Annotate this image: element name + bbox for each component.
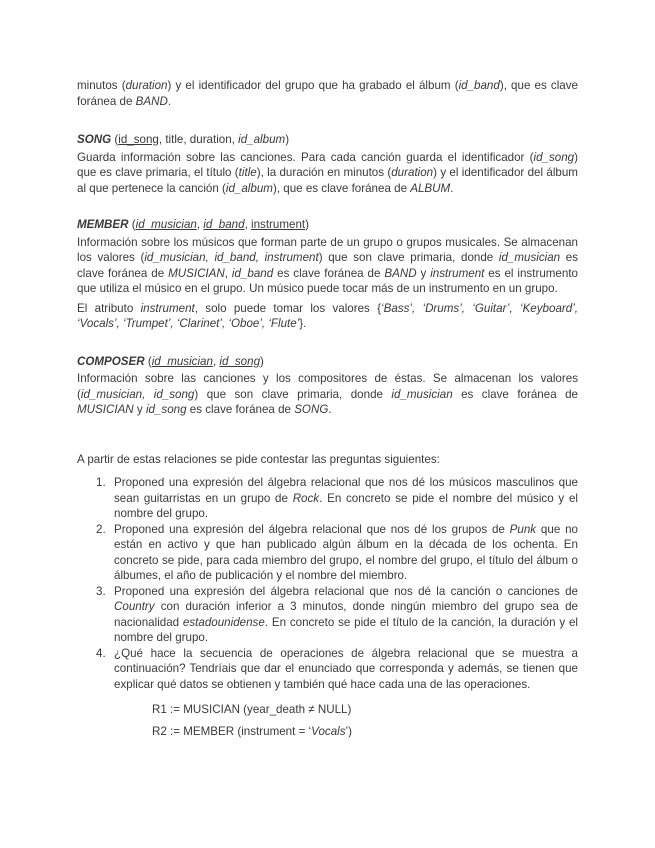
composer-description: Información sobre las canciones y los compositores de éstas. Se almacenan los valores (id_musician, id_song) que son clave primaria, donde id_musician es clave foránea de MUSICIAN y id_song es clave foránea de SONG.	[77, 372, 578, 416]
member-relation-heading: MEMBER (id_musician, id_band, instrument)	[77, 218, 310, 231]
questions-list	[77, 475, 578, 692]
composer-relation-heading: COMPOSER (id_musician, id_song)	[77, 354, 264, 368]
document-page	[77, 78, 578, 746]
song-description: Guarda información sobre las canciones. Para cada canción guarda el identificador (id_song) que es clave primaria, el título (title), la duración en minutos (duration) y el identificador del álbum al que pertenece la canción (id_album), que es clave foránea de ALBUM.	[77, 150, 578, 195]
song-relation-heading: SONG (id_song, title, duration, id_album)	[77, 133, 290, 146]
questions-lead: A partir de estas relaciones se pide contestar las preguntas siguientes:	[77, 452, 440, 466]
question-item: 4. ¿Qué hace la secuencia de operaciones de álgebra relacional que se muestra a continuación? Tendríais que dar el enunciado que corresponda y además, se tienen que explicar qué datos se obtienen y también qué hace cada una de las operaciones.	[96, 646, 578, 691]
question-item: 1. Proponed una expresión del álgebra relacional que nos dé los músicos masculinos que sean guitarristas en un grupo de Rock. En concreto se pide el nombre del músico y el nombre del grupo.	[96, 476, 578, 520]
member-description: Información sobre los músicos que forman parte de un grupo o grupos musicales. Se almacenan los valores (id_musician, id_band, instrument) que son clave primaria, donde id_musician es clave foránea de MUSICIAN, id_band es clave foránea de BAND y instrument es el instrumento que utiliza el músico en el grupo. Un músico puede tocar más de un instrumento en un grupo.	[77, 235, 579, 295]
member-instrument-values: El atributo instrument, solo puede tomar los valores {‘Bass’, ‘Drums’, ‘Guitar’, ‘Keyboard’, ‘Vocals’, ‘Trumpet’, ‘Clarinet’, ‘Oboe’, ‘Flute’}.	[77, 301, 578, 330]
question-item: 2. Proponed una expresión del álgebra relacional que nos dé los grupos de Punk que no están en activo y que han publicado algún álbum en la década de los ochenta. En concreto se pide, para cada miembro del grupo, el nombre del grupo, el título del álbum o álbumes, el año de publicación y el nombre del miembro.	[96, 522, 578, 582]
algebra-r2: R2 := MEMBER (instrument = ‘Vocals’)	[152, 725, 352, 738]
question-item: 3. Proponed una expresión del álgebra relacional que nos dé la canción o canciones de Country con duración inferior a 3 minutos, donde ningún miembro del grupo sea de nacionalidad estadounidense. En concreto se pide el título de la canción, la duración y el nombre del grupo.	[96, 584, 578, 644]
algebra-r1: R1 := MUSICIAN (year_death ≠ NULL)	[152, 703, 352, 716]
intro-paragraph: minutos (duration) y el identificador del grupo que ha grabado el álbum (id_band), que es clave foránea de BAND.	[77, 79, 578, 108]
algebra-block	[152, 702, 578, 746]
